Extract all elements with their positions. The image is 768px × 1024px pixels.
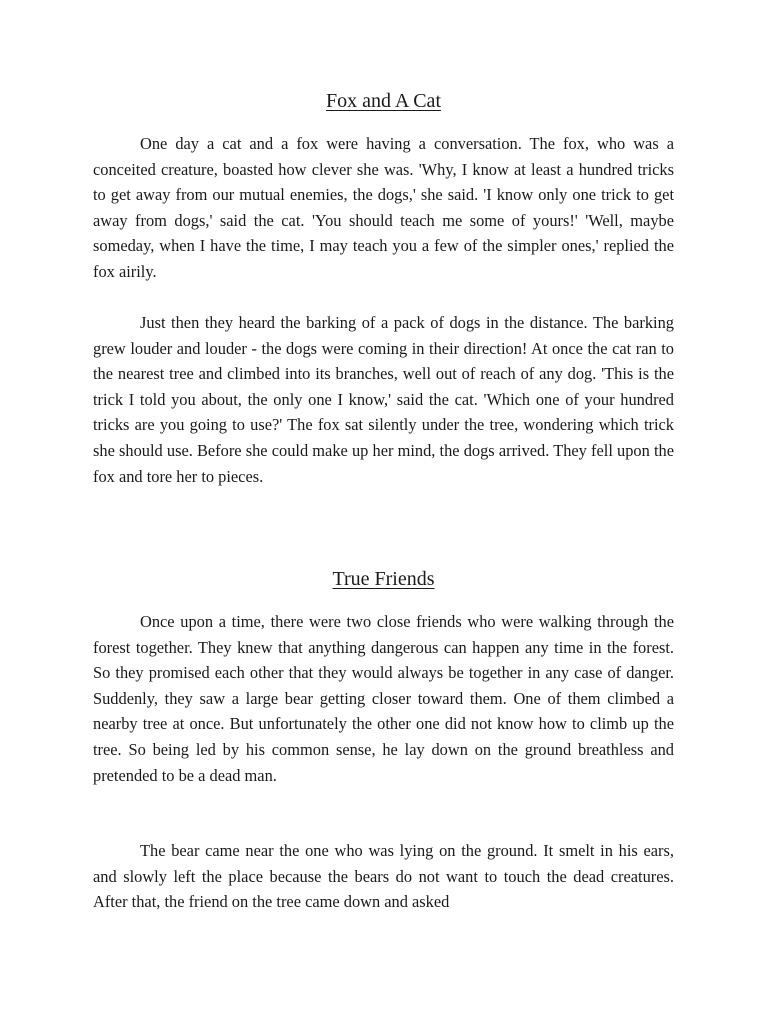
story-paragraph: Once upon a time, there were two close friends who were walking through the forest together. They knew that anything dangerous can happen any time in the forest. So they promised each other that they would always be together in any case of danger. Suddenly, they saw a large bear getting closer toward them. One of them climbed a nearby tree at once. But unfortunately the other one did not know how to climb up the tree. So being led by his common sense, he lay down on the ground breathless and pretended to be a dead man.: [93, 612, 674, 785]
story-paragraph: The bear came near the one who was lying on the ground. It smelt in his ears, and slowly left the place because the bears do not want to touch the dead creatures. After that, the friend on the tree came down and asked: [93, 841, 674, 912]
story-paragraph: Just then they heard the barking of a pack of dogs in the distance. The barking grew louder and louder - the dogs were coming in their direction! At once the cat ran to the nearest tree and climbed into its branches, well out of reach of any dog. 'This is the trick I told you about, the only one I know,' said the cat. 'Which one of your hundred tricks are you going to use?' The fox sat silently under the tree, wondering which trick she should use. Before she could make up her mind, the dogs arrived. They fell upon the fox and tore her to pieces.: [93, 313, 674, 486]
story-title-fox-and-cat: Fox and A Cat: [325, 90, 441, 112]
story-title-true-friends: True Friends: [332, 568, 435, 590]
story-paragraph: One day a cat and a fox were having a conversation. The fox, who was a conceited creature, boasted how clever she was. 'Why, I know at least a hundred tricks to get away from our mutual enemies, the dogs,' she said. 'I know only one trick to get away from dogs,' said the cat. 'You should teach me some of yours!' 'Well, maybe someday, when I have the time, I may teach you a few of the simpler ones,' replied the fox airily.: [93, 134, 674, 281]
